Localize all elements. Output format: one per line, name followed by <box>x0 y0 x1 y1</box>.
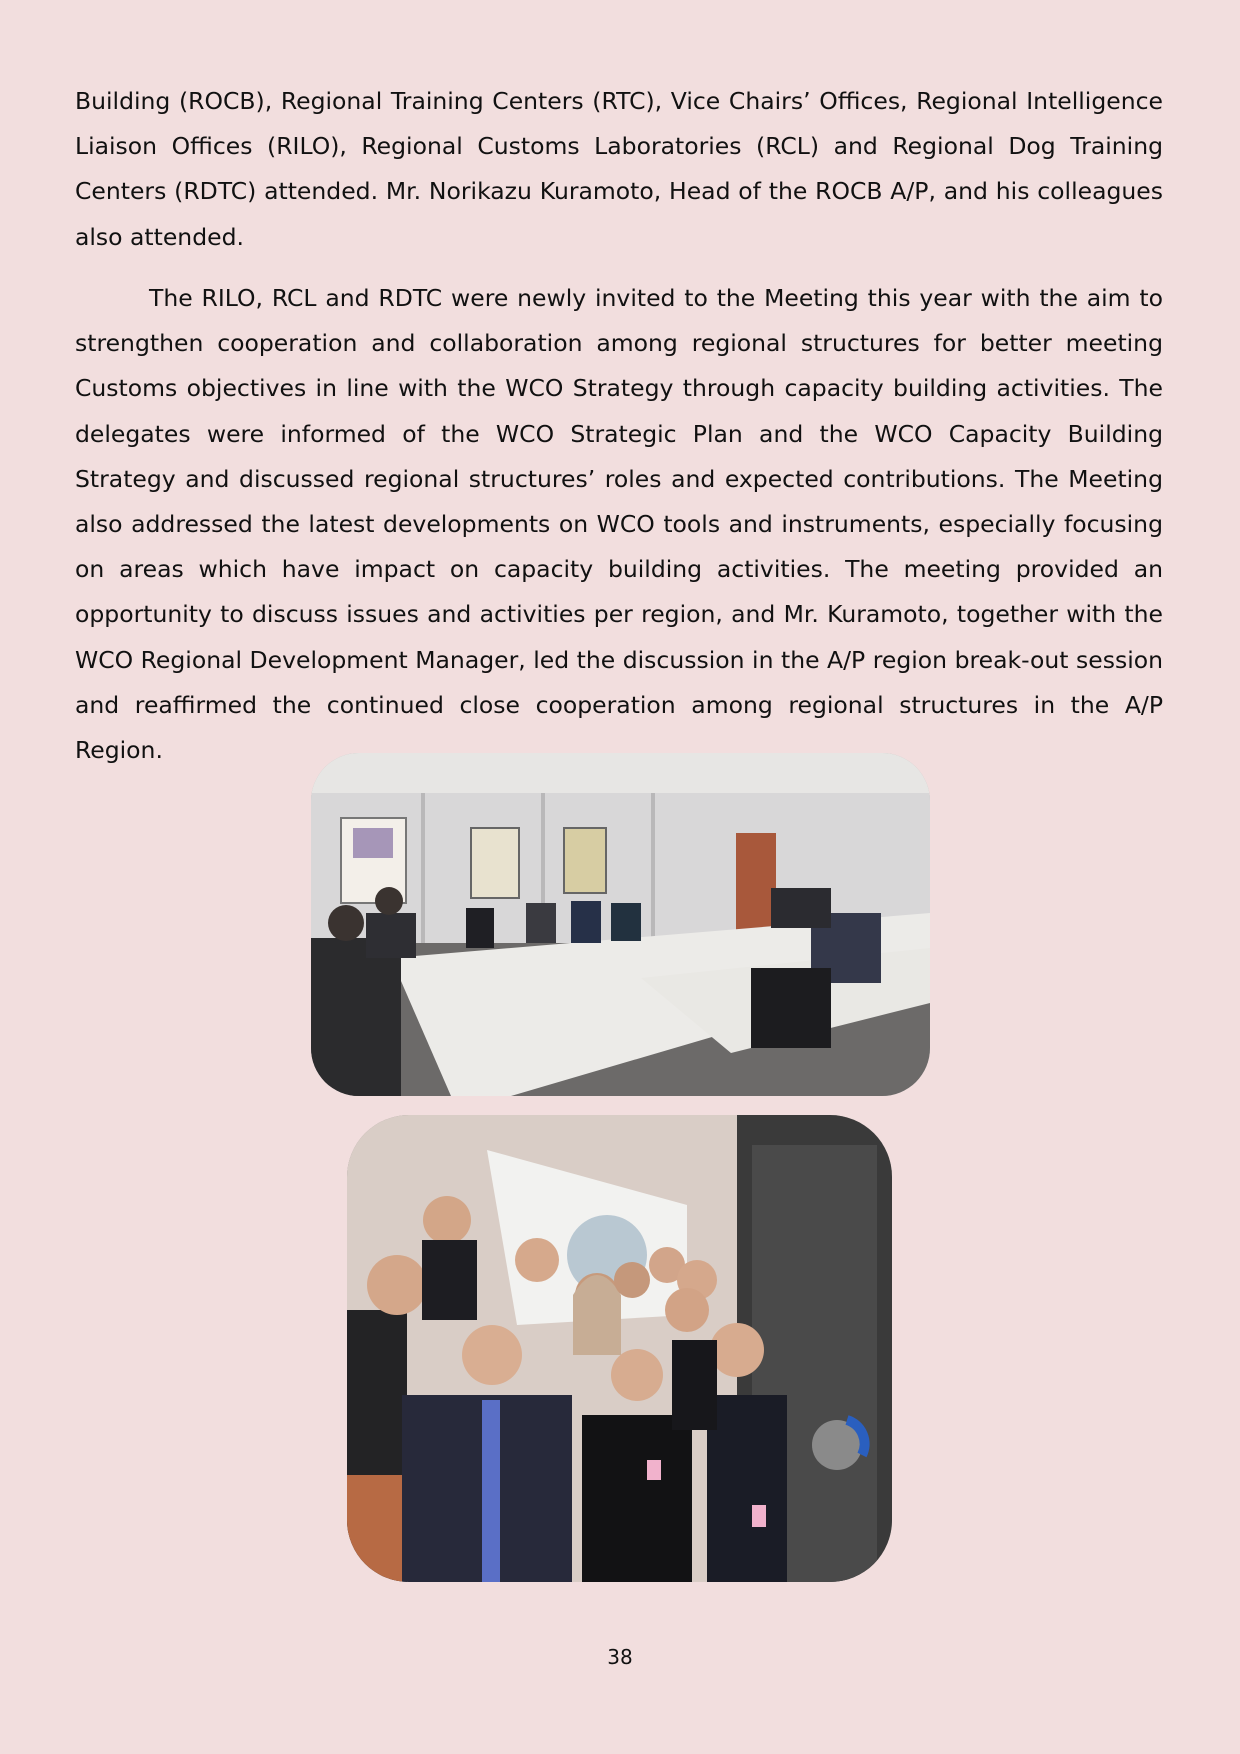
body-paragraph-1: Building (ROCB), Regional Training Centers (RTC), Vice Chairs’ Offices, Regional Intelligence Liaison Offices (RILO), Regional Customs Laboratories (RCL) and Regional Dog Training Centers (RDTC) attended. Mr. Norikazu Kuramoto, Head of the ROCB A/P, and his colleagues also attended. <box>75 87 1163 251</box>
page-number: 38 <box>607 1645 633 1669</box>
meeting-room-photo <box>311 753 930 1096</box>
group-photo <box>347 1115 892 1582</box>
body-paragraph-2: The RILO, RCL and RDTC were newly invited to the Meeting this year with the aim to strengthen cooperation and collaboration among regional structures for better meeting Customs objectives in line with the WCO Strategy through capacity building activities. The delegates were informed of the WCO Strategic Plan and the WCO Capacity Building Strategy and discussed regional structures’ roles and expected contributions. The Meeting also addressed the latest developments on WCO tools and instruments, especially focusing on areas which have impact on capacity building activities. The meeting provided an opportunity to discuss issues and activities per region, and Mr. Kuramoto, together with the WCO Regional Development Manager, led the discussion in the A/P region break-out session and reaffirmed the continued close cooperation among regional structures in the A/P Region. <box>75 284 1163 765</box>
